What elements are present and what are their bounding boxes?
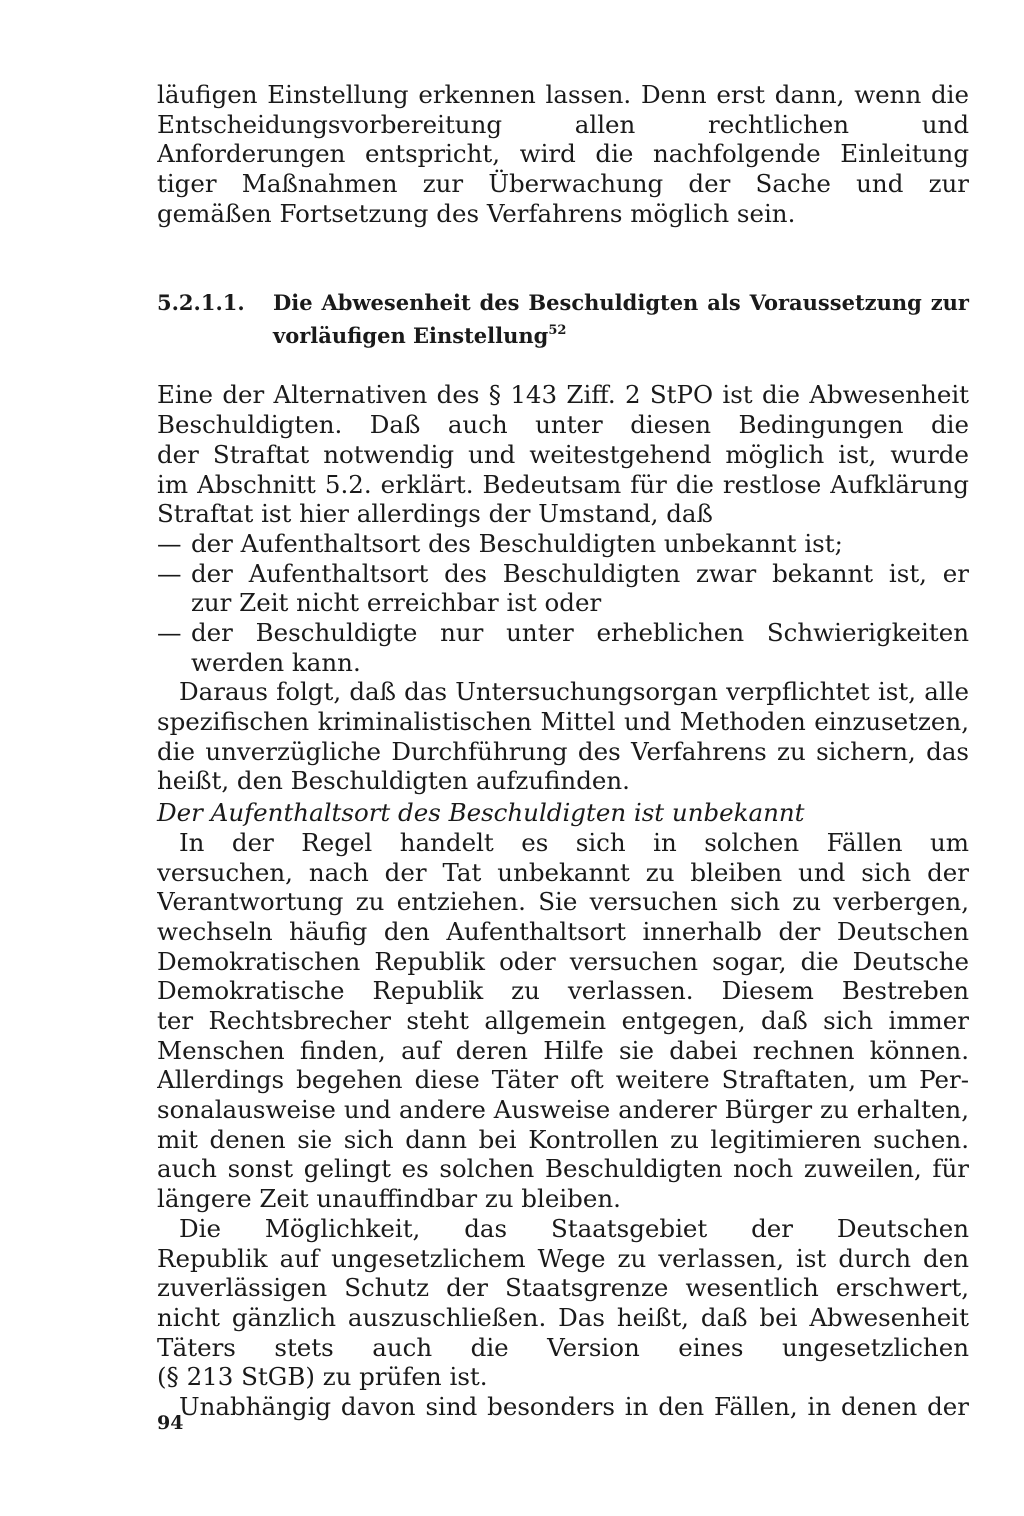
text-line: der Beschuldigte nur unter erheblichen Schwierigkeiten (191, 618, 969, 647)
list-item (157, 529, 969, 559)
text-line: Beschuldigten. Daß auch unter diesen Bedingungen die (157, 410, 969, 440)
intro-paragraph (157, 80, 969, 228)
paragraph-5 (157, 1392, 969, 1422)
dash-bullet: — (157, 618, 182, 647)
text-line: im Abschnitt 5.2. erklärt. Bedeutsam für die restlose Aufklärung (157, 469, 969, 499)
text-line: Anforderungen entspricht, wird die nachfolgende Einleitung (157, 139, 969, 169)
text-line: In der Regel handelt es sich in solchen Fällen um (179, 827, 969, 857)
footnote-marker: 52 (548, 323, 567, 339)
text-line: Allerdings begehen diese Täter oft weitere Straftaten, um Per- (157, 1065, 969, 1095)
text-line: Täters stets auch die Version eines ungesetzlichen (157, 1332, 969, 1362)
text-line: heißt, den Beschuldigten aufzufinden. (157, 766, 630, 796)
dash-bullet: — (157, 558, 182, 588)
text-line: Verantwortung zu entziehen. Sie versuchen sich zu verbergen, (157, 887, 969, 917)
section-title (273, 289, 969, 350)
list-item (157, 618, 969, 677)
paragraph-3 (157, 828, 969, 1214)
dash-bullet: — (157, 528, 182, 558)
section-heading (157, 289, 969, 350)
list-item-text (191, 618, 969, 677)
text-line: mit denen sie sich dann bei Kontrollen zu legitimieren suchen. (157, 1124, 969, 1154)
text-line: Demokratische Republik zu verlassen. Diesem Bestreben (157, 976, 969, 1006)
text-line: der Aufenthaltsort des Beschuldigten zwar bekannt ist, er (191, 558, 969, 588)
section-title-line-text: vorläufigen Einstellung (273, 323, 549, 349)
text-line: Die Möglichkeit, das Staatsgebiet der Deutschen (179, 1213, 969, 1243)
text-line: Menschen finden, auf deren Hilfe sie dabei rechnen können. (157, 1035, 969, 1065)
text-line: Entscheidungsvorbereitung allen rechtlichen und (157, 109, 969, 139)
text-line: (§ 213 StGB) zu prüfen ist. (157, 1362, 488, 1392)
text-line: gemäßen Fortsetzung des Verfahrens möglich sein. (157, 198, 796, 228)
text-line: der Straftat notwendig und weitestgehend möglich ist, wurde (157, 439, 969, 469)
text-line: läufigen Einstellung erkennen lassen. Denn erst dann, wenn die (157, 80, 969, 109)
text-line: Demokratischen Republik oder versuchen sogar, die Deutsche (157, 946, 969, 976)
text-line: zuverlässigen Schutz der Staatsgrenze wesentlich erschwert, (157, 1273, 969, 1303)
text-line: der Aufenthaltsort des Beschuldigten unbekannt ist; (191, 528, 843, 558)
section-title-line (273, 323, 566, 348)
list-item-text (191, 529, 969, 559)
text-line: Eine der Alternativen des § 143 Ziff. 2 StPO ist die Abwesenheit (157, 380, 969, 410)
paragraph-1 (157, 380, 969, 528)
text-line: werden kann. (191, 647, 361, 677)
italic-subheading: Der Aufenthaltsort des Beschuldigten ist unbekannt (157, 798, 805, 828)
text-line: versuchen, nach der Tat unbekannt zu bleiben und sich der (157, 857, 969, 887)
text-line: Straftat ist hier allerdings der Umstand, daß (157, 499, 713, 529)
section-title-line: Die Abwesenheit des Beschuldigten als Voraussetzung zur (273, 290, 969, 316)
text-line: sonalausweise und andere Ausweise anderer Bürger zu erhalten, (157, 1095, 969, 1125)
text-line: spezifischen kriminalistischen Mittel und Methoden einzusetzen, (157, 707, 969, 737)
text-line: längere Zeit unauffindbar zu bleiben. (157, 1184, 621, 1214)
text-line: tiger Maßnahmen zur Überwachung der Sache und zur (157, 169, 969, 199)
text-line: Unabhängig davon sind besonders in den Fällen, in denen der (179, 1391, 969, 1421)
page-body (157, 80, 969, 1422)
text-line: die unverzügliche Durchführung des Verfahrens zu sichern, das (157, 736, 969, 766)
text-line: ter Rechtsbrecher steht allgemein entgegen, daß sich immer (157, 1005, 969, 1035)
paragraph-4 (157, 1214, 969, 1392)
text-line: zur Zeit nicht erreichbar ist oder (191, 588, 602, 618)
paragraph-2 (157, 677, 969, 796)
text-line: Republik auf ungesetzlichem Wege zu verlassen, ist durch den (157, 1243, 969, 1273)
section-number: 5.2.1.1. (157, 290, 245, 316)
page-number: 94 (157, 1412, 184, 1434)
text-line: wechseln häufig den Aufenthaltsort innerhalb der Deutschen (157, 916, 969, 946)
text-line: Daraus folgt, daß das Untersuchungsorgan verpflichtet ist, alle (179, 677, 969, 707)
dash-list (157, 529, 969, 677)
text-line: nicht gänzlich auszuschließen. Das heißt, daß bei Abwesenheit (157, 1302, 969, 1332)
list-item (157, 559, 969, 618)
list-item-text (191, 559, 969, 618)
text-line: auch sonst gelingt es solchen Beschuldigten noch zuweilen, für (157, 1154, 969, 1184)
